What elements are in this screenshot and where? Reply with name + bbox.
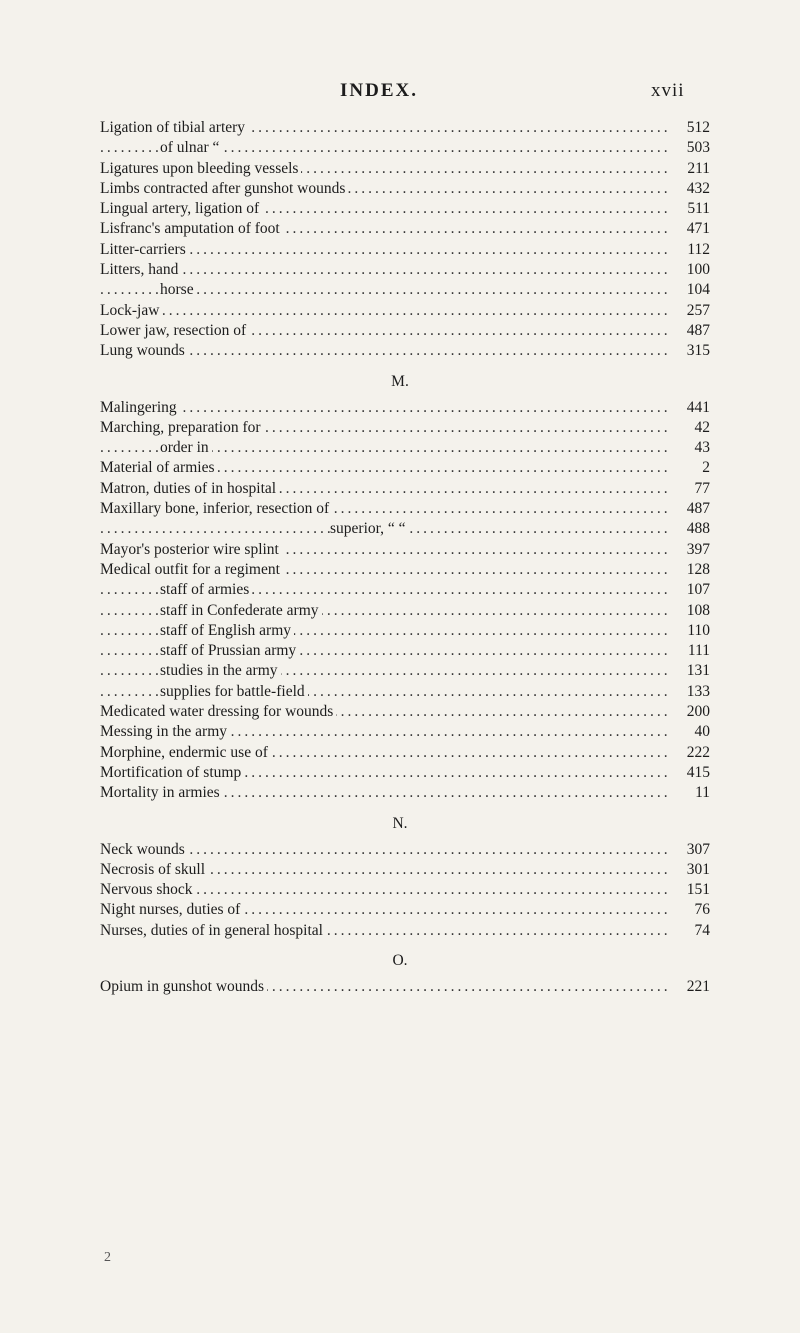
index-entry (100, 341, 710, 361)
entry-page: 511 (684, 199, 710, 219)
entry-label: Lung wounds (100, 342, 188, 359)
index-entry (100, 601, 710, 621)
entry-label: Lower jaw, resection of (100, 322, 249, 339)
index-entry (100, 438, 710, 458)
entry-label: Limbs contracted after gunshot wounds (100, 180, 348, 197)
index-entry (100, 682, 710, 702)
entry-label: staff of English army (160, 622, 294, 639)
entry-label: Litter-carriers (100, 241, 189, 258)
index-content (100, 118, 710, 997)
index-entry (100, 479, 710, 499)
index-entry (100, 219, 710, 239)
index-entry (100, 743, 710, 763)
section-letter: N. (392, 814, 408, 832)
entry-page: 441 (684, 398, 710, 418)
index-entry (100, 900, 710, 920)
entry-label: Marching, preparation for (100, 419, 264, 436)
entry-page: 108 (684, 601, 710, 621)
index-entry (100, 418, 710, 438)
index-entry (100, 301, 710, 321)
entry-page: 2 (699, 458, 710, 478)
entry-page: 110 (684, 621, 710, 641)
index-entry (100, 860, 710, 880)
entry-page: 488 (684, 519, 710, 539)
index-entry (100, 499, 710, 519)
entry-label: Malingering (100, 399, 180, 416)
entry-page: 257 (684, 301, 710, 321)
index-entry (100, 783, 710, 803)
entry-label: Nervous shock (100, 881, 196, 898)
index-entry (100, 138, 710, 158)
leader-dots (100, 301, 670, 321)
entry-label: studies in the army (160, 662, 281, 679)
entry-label: Medical outfit for a regiment (100, 561, 283, 578)
entry-page: 111 (685, 641, 710, 661)
entry-page: 471 (684, 219, 710, 239)
index-entry (100, 199, 710, 219)
entry-page: 301 (684, 860, 710, 880)
entry-page: 42 (692, 418, 711, 438)
entry-page: 112 (684, 240, 710, 260)
index-entry (100, 702, 710, 722)
index-entry (100, 840, 710, 860)
index-entry (100, 540, 710, 560)
entry-page: 487 (684, 321, 710, 341)
index-entry (100, 763, 710, 783)
index-entry (100, 280, 710, 300)
entry-page: 315 (684, 341, 710, 361)
index-entry (100, 880, 710, 900)
entry-page: 307 (684, 840, 710, 860)
entry-label: Opium in gunshot wounds (100, 978, 267, 995)
index-entry (100, 621, 710, 641)
entry-page: 43 (692, 438, 711, 458)
entry-page: 11 (692, 783, 710, 803)
entry-page: 151 (684, 880, 710, 900)
entry-label: Litters, hand (100, 261, 181, 278)
entry-page: 40 (692, 722, 711, 742)
leader-dots (100, 398, 670, 418)
index-entry (100, 921, 710, 941)
index-entry (100, 722, 710, 742)
entry-label: Mortality in armies (100, 784, 223, 801)
entry-page: 107 (684, 580, 710, 600)
entry-label: Mortification of stump (100, 764, 244, 781)
entry-label: of ulnar “ (160, 139, 222, 156)
entry-page: 415 (684, 763, 710, 783)
index-entry (100, 321, 710, 341)
entry-label: Night nurses, duties of (100, 901, 243, 918)
entry-label: Necrosis of skull (100, 861, 208, 878)
index-entry (100, 159, 710, 179)
entry-label: staff in Confederate army (160, 602, 322, 619)
index-entry (100, 641, 710, 661)
index-entry (100, 260, 710, 280)
entry-page: 432 (684, 179, 710, 199)
entry-page: 131 (684, 661, 710, 681)
signature-mark: 2 (104, 1250, 111, 1265)
entry-page: 200 (684, 702, 710, 722)
section-letter: O. (392, 951, 408, 969)
page-title: INDEX. (340, 80, 418, 101)
entry-page: 512 (684, 118, 710, 138)
entry-label: horse (160, 281, 197, 298)
entry-page: 222 (684, 743, 710, 763)
entry-label: Morphine, endermic use of (100, 744, 271, 761)
entry-label: order in (160, 439, 212, 456)
entry-page: 74 (692, 921, 711, 941)
page-number: xvii (651, 80, 685, 101)
index-entry (100, 240, 710, 260)
index-entry (100, 580, 710, 600)
entry-page: 128 (684, 560, 710, 580)
entry-page: 503 (684, 138, 710, 158)
entry-label: Mayor's posterior wire splint (100, 541, 282, 558)
entry-page: 133 (684, 682, 710, 702)
section-letter: M. (391, 372, 409, 390)
entry-label: Nurses, duties of in general hospital (100, 922, 326, 939)
index-entry (100, 398, 710, 418)
index-entry (100, 661, 710, 681)
entry-label: Lisfranc's amputation of foot (100, 220, 283, 237)
entry-label: Ligatures upon bleeding vessels (100, 160, 301, 177)
entry-page: 76 (692, 900, 711, 920)
entry-page: 211 (684, 159, 710, 179)
index-entry (100, 519, 710, 539)
index-entry (100, 560, 710, 580)
entry-label: staff of armies (160, 581, 252, 598)
entry-page: 487 (684, 499, 710, 519)
entry-label: Material of armies (100, 459, 217, 476)
entry-page: 77 (692, 479, 711, 499)
entry-page: 100 (684, 260, 710, 280)
entry-label: Maxillary bone, inferior, resection of (100, 500, 332, 517)
page-header (0, 80, 800, 110)
index-entry (100, 977, 710, 997)
entry-label: Neck wounds (100, 841, 188, 858)
entry-label: Ligation of tibial artery (100, 119, 248, 136)
entry-label: supplies for battle-field (160, 683, 308, 700)
entry-label: Medicated water dressing for wounds (100, 703, 336, 720)
entry-label: Lingual artery, ligation of (100, 200, 262, 217)
entry-page: 397 (684, 540, 710, 560)
entry-label: Lock-jaw (100, 302, 162, 319)
entry-label: superior, “ “ (330, 520, 409, 537)
index-entry (100, 179, 710, 199)
entry-page: 221 (684, 977, 710, 997)
leader-dots (100, 260, 670, 280)
index-entry (100, 458, 710, 478)
entry-page: 104 (684, 280, 710, 300)
entry-label: Messing in the army (100, 723, 230, 740)
entry-label: staff of Prussian army (160, 642, 299, 659)
entry-label: Matron, duties of in hospital (100, 480, 279, 497)
index-entry (100, 118, 710, 138)
